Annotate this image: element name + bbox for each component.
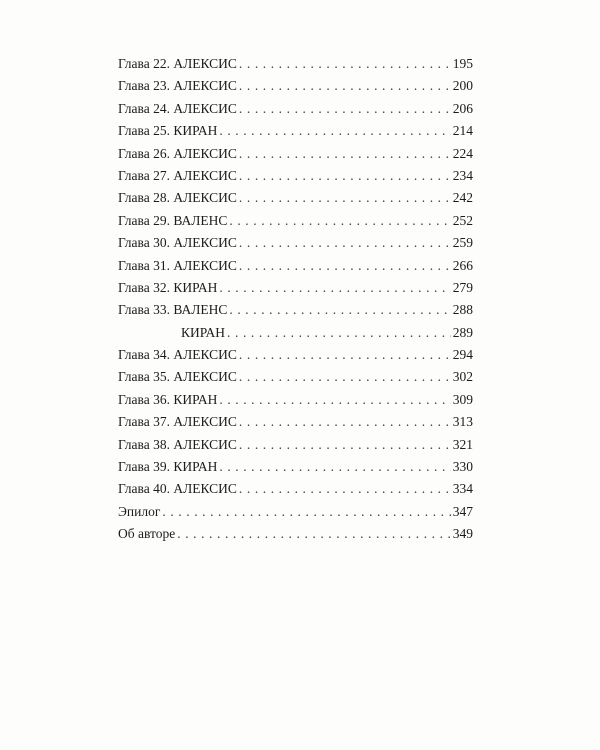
toc-entry-page-number: 206 <box>452 100 473 116</box>
toc-entry-page-number: 195 <box>452 56 473 71</box>
toc-entry-page-number: 309 <box>452 391 473 407</box>
toc-entry-page-number: 234 <box>452 167 473 183</box>
toc-entry-label: Глава 36. КИРАН <box>118 391 218 407</box>
toc-dot-leader <box>239 478 451 500</box>
toc-dot-leader <box>219 389 450 411</box>
toc-dot-leader <box>219 120 450 142</box>
toc-entry <box>118 366 473 388</box>
toc-entry-page-number: 321 <box>452 436 473 452</box>
toc-dot-leader <box>219 456 450 478</box>
toc-entry <box>118 255 473 277</box>
toc-entry-label: Глава 34. АЛЕКСИС <box>118 347 237 363</box>
toc-entry <box>118 98 473 120</box>
toc-entry-page-number: 259 <box>452 235 473 251</box>
toc-dot-leader <box>219 277 450 299</box>
toc-dot-leader <box>162 501 450 523</box>
toc-entry-page-number: 349 <box>452 526 473 542</box>
toc-entry-label: Глава 29. ВАЛЕНС <box>118 212 228 228</box>
toc-entry-label: КИРАН <box>181 324 226 340</box>
toc-entry <box>118 187 473 209</box>
toc-entry <box>118 120 473 142</box>
toc-entry-label: Глава 23. АЛЕКСИС <box>118 78 237 94</box>
toc-entry-page-number: 294 <box>452 347 473 363</box>
toc-dot-leader <box>239 344 451 366</box>
toc-entry-label: Глава 32. КИРАН <box>118 279 218 295</box>
toc-dot-leader <box>239 366 451 388</box>
toc-entry <box>118 411 473 433</box>
toc-entry-page-number: 200 <box>452 78 473 94</box>
toc-entry <box>118 143 473 165</box>
toc-entry-page-number: 224 <box>452 145 473 161</box>
toc-entry <box>118 53 473 75</box>
toc-entry-page-number: 288 <box>452 302 473 318</box>
toc-entry <box>118 277 473 299</box>
toc-entry <box>118 456 473 478</box>
toc-entry-page-number: 252 <box>452 212 473 228</box>
toc-entry <box>118 501 473 523</box>
toc-entry <box>118 165 473 187</box>
toc-dot-leader <box>239 143 451 165</box>
table-of-contents <box>118 53 473 546</box>
toc-entry-page-number: 302 <box>452 369 473 385</box>
toc-entry <box>118 478 473 500</box>
toc-entry <box>118 322 473 344</box>
toc-entry-page-number: 242 <box>452 190 473 206</box>
toc-entry-label: Эпилог <box>118 503 161 519</box>
toc-entry-label: Глава 40. АЛЕКСИС <box>118 481 237 497</box>
toc-entry-page-number: 214 <box>452 123 473 139</box>
toc-entry-page-number: 266 <box>452 257 473 273</box>
toc-entry-label: Глава 27. АЛЕКСИС <box>118 167 237 183</box>
toc-dot-leader <box>229 210 450 232</box>
toc-entry-page-number: 330 <box>452 459 473 475</box>
toc-entry-label: Глава 33. ВАЛЕНС <box>118 302 228 318</box>
toc-entry <box>118 523 473 545</box>
toc-entry-label: Глава 26. АЛЕКСИС <box>118 145 237 161</box>
toc-entry-label: Глава 37. АЛЕКСИС <box>118 414 237 430</box>
toc-entry <box>118 299 473 321</box>
toc-entry-label: Глава 28. АЛЕКСИС <box>118 190 237 206</box>
toc-entry-label: Глава 39. КИРАН <box>118 459 218 475</box>
toc-dot-leader <box>229 299 450 321</box>
toc-entry <box>118 389 473 411</box>
toc-dot-leader <box>239 53 451 75</box>
toc-entry <box>118 75 473 97</box>
toc-entry-label: Глава 25. КИРАН <box>118 123 218 139</box>
toc-entry <box>118 434 473 456</box>
toc-entry-label: Об авторе <box>118 526 176 542</box>
toc-dot-leader <box>177 523 451 545</box>
toc-entry-page-number: 313 <box>452 414 473 430</box>
toc-entry <box>118 344 473 366</box>
toc-dot-leader <box>239 255 451 277</box>
toc-dot-leader <box>239 187 451 209</box>
toc-entry <box>118 232 473 254</box>
toc-dot-leader <box>239 434 451 456</box>
toc-dot-leader <box>239 165 451 187</box>
toc-entry <box>118 210 473 232</box>
toc-entry-label: Глава 38. АЛЕКСИС <box>118 436 237 452</box>
toc-dot-leader <box>239 411 451 433</box>
toc-entry-label: Глава 35. АЛЕКСИС <box>118 369 237 385</box>
toc-entry-label: Глава 24. АЛЕКСИС <box>118 100 237 116</box>
toc-entry-page-number: 279 <box>452 279 473 295</box>
toc-entry-label: Глава 30. АЛЕКСИС <box>118 235 237 251</box>
toc-entry-page-number: 334 <box>452 481 473 497</box>
toc-entry-label: Глава 22. АЛЕКСИС <box>118 56 237 71</box>
toc-dot-leader <box>239 75 451 97</box>
toc-entry-page-number: 347 <box>452 503 473 519</box>
toc-dot-leader <box>239 98 451 120</box>
toc-entry-label: Глава 31. АЛЕКСИС <box>118 257 237 273</box>
toc-entry-page-number: 289 <box>452 324 473 340</box>
toc-dot-leader <box>239 232 451 254</box>
toc-dot-leader <box>227 322 451 344</box>
